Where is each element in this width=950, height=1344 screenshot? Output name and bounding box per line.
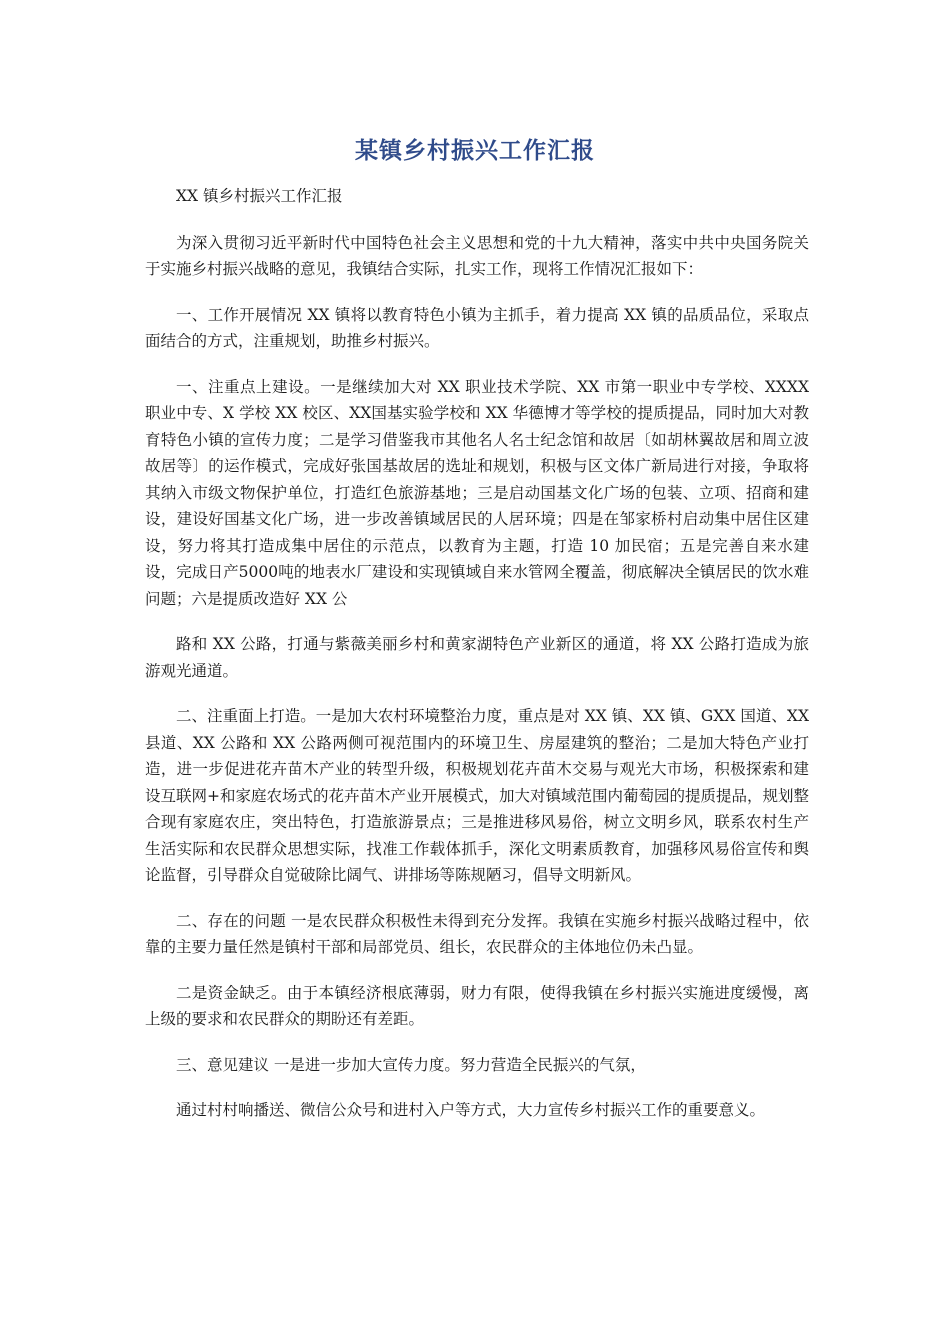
- paragraph-funding: 二是资金缺乏。由于本镇经济根底薄弱，财力有限，使得我镇在乡村振兴实施进度缓慢，离上级的要求和农民群众的期盼还有差距。: [145, 983, 809, 1028]
- document-title: 某镇乡村振兴工作汇报: [355, 138, 595, 164]
- paragraph-road-continuation: 路和 XX 公路，打通与紫薇美丽乡村和黄家湖特色产业新区的通道，将 XX 公路打造成为旅游观光通道。: [145, 635, 809, 680]
- paragraph-problems: 二、存在的问题 一是农民群众积极性未得到充分发挥。我镇在实施乡村振兴战略过程中，依靠的主要力量任然是镇村干部和局部党员、组长，农民群众的主体地位仍未凸显。: [145, 911, 809, 956]
- paragraph-publicity: 通过村村响播送、微信公众号和进村入户等方式，大力宣传乡村振兴工作的重要意义。: [176, 1101, 766, 1119]
- paragraph-work-overview: 一、工作开展情况 XX 镇将以教育特色小镇为主抓手，着力提高 XX 镇的品质品位，采取点面结合的方式，注重规划，助推乡村振兴。: [145, 305, 809, 350]
- document-body: [145, 183, 809, 1143]
- paragraph-intro: 为深入贯彻习近平新时代中国特色社会主义思想和党的十九大精神，落实中共中央国务院关于实施乡村振兴战略的意见，我镇结合实际，扎实工作，现将工作情况汇报如下：: [145, 233, 809, 278]
- paragraph-suggestions: 三、意见建议 一是进一步加大宣传力度。努力营造全民振兴的气氛，: [176, 1055, 646, 1074]
- paragraph-point-construction: 一、注重点上建设。一是继续加大对 XX 职业技术学院、XX 市第一职业中专学校、XXXX 职业中专、X 学校 XX 校区、XX国基实验学校和 XX 华德博才等学校的提质提品，同时加大对教育特色小镇的宣传力度；二是学习借鉴我市其他名人名士纪念馆和故居〔如胡林翼故居和周立波故居等〕的运作模式，完成好张国基故居的选址和规划，积极与区文体广新局进行对接，争取将其纳入市级文物保护单位，打造红色旅游基地；三是启动国基文化广场的包装、立项、招商和建设，建设好国基文化广场，进一步改善镇域居民的人居环境；四是在邹家桥村启动集中居住区建设，努力将其打造成集中居住的示范点，以教育为主题，打造 10 加民宿；五是完善自来水建设，完成日产5000吨的地表水厂建设和实现镇域自来水管网全覆盖，彻底解决全镇居民的饮水难问题；六是提质改造好 XX 公: [145, 377, 809, 608]
- paragraph-subtitle: XX 镇乡村振兴工作汇报: [176, 187, 343, 205]
- paragraph-area-development: 二、注重面上打造。一是加大农村环境整治力度，重点是对 XX 镇、XX 镇、GXX 国道、XX 县道、XX 公路和 XX 公路两侧可视范围内的环境卫生、房屋建筑的整治；二是加大特色产业打造，进一步促进花卉苗木产业的转型升级，积极规划花卉苗木交易与观光大市场，积极探索和建设互联网+和家庭农场式的花卉苗木产业开展模式，加大对镇域范围内葡萄园的提质提品，规划整合现有家庭农庄，突出特色，打造旅游景点；三是推进移风易俗，树立文明乡风，联系农村生产生活实际和农民群众思想实际，找准工作载体抓手，深化文明素质教育，加强移风易俗宣传和舆论监督，引导群众自觉破除比阔气、讲排场等陈规陋习，倡导文明新风。: [145, 707, 809, 884]
